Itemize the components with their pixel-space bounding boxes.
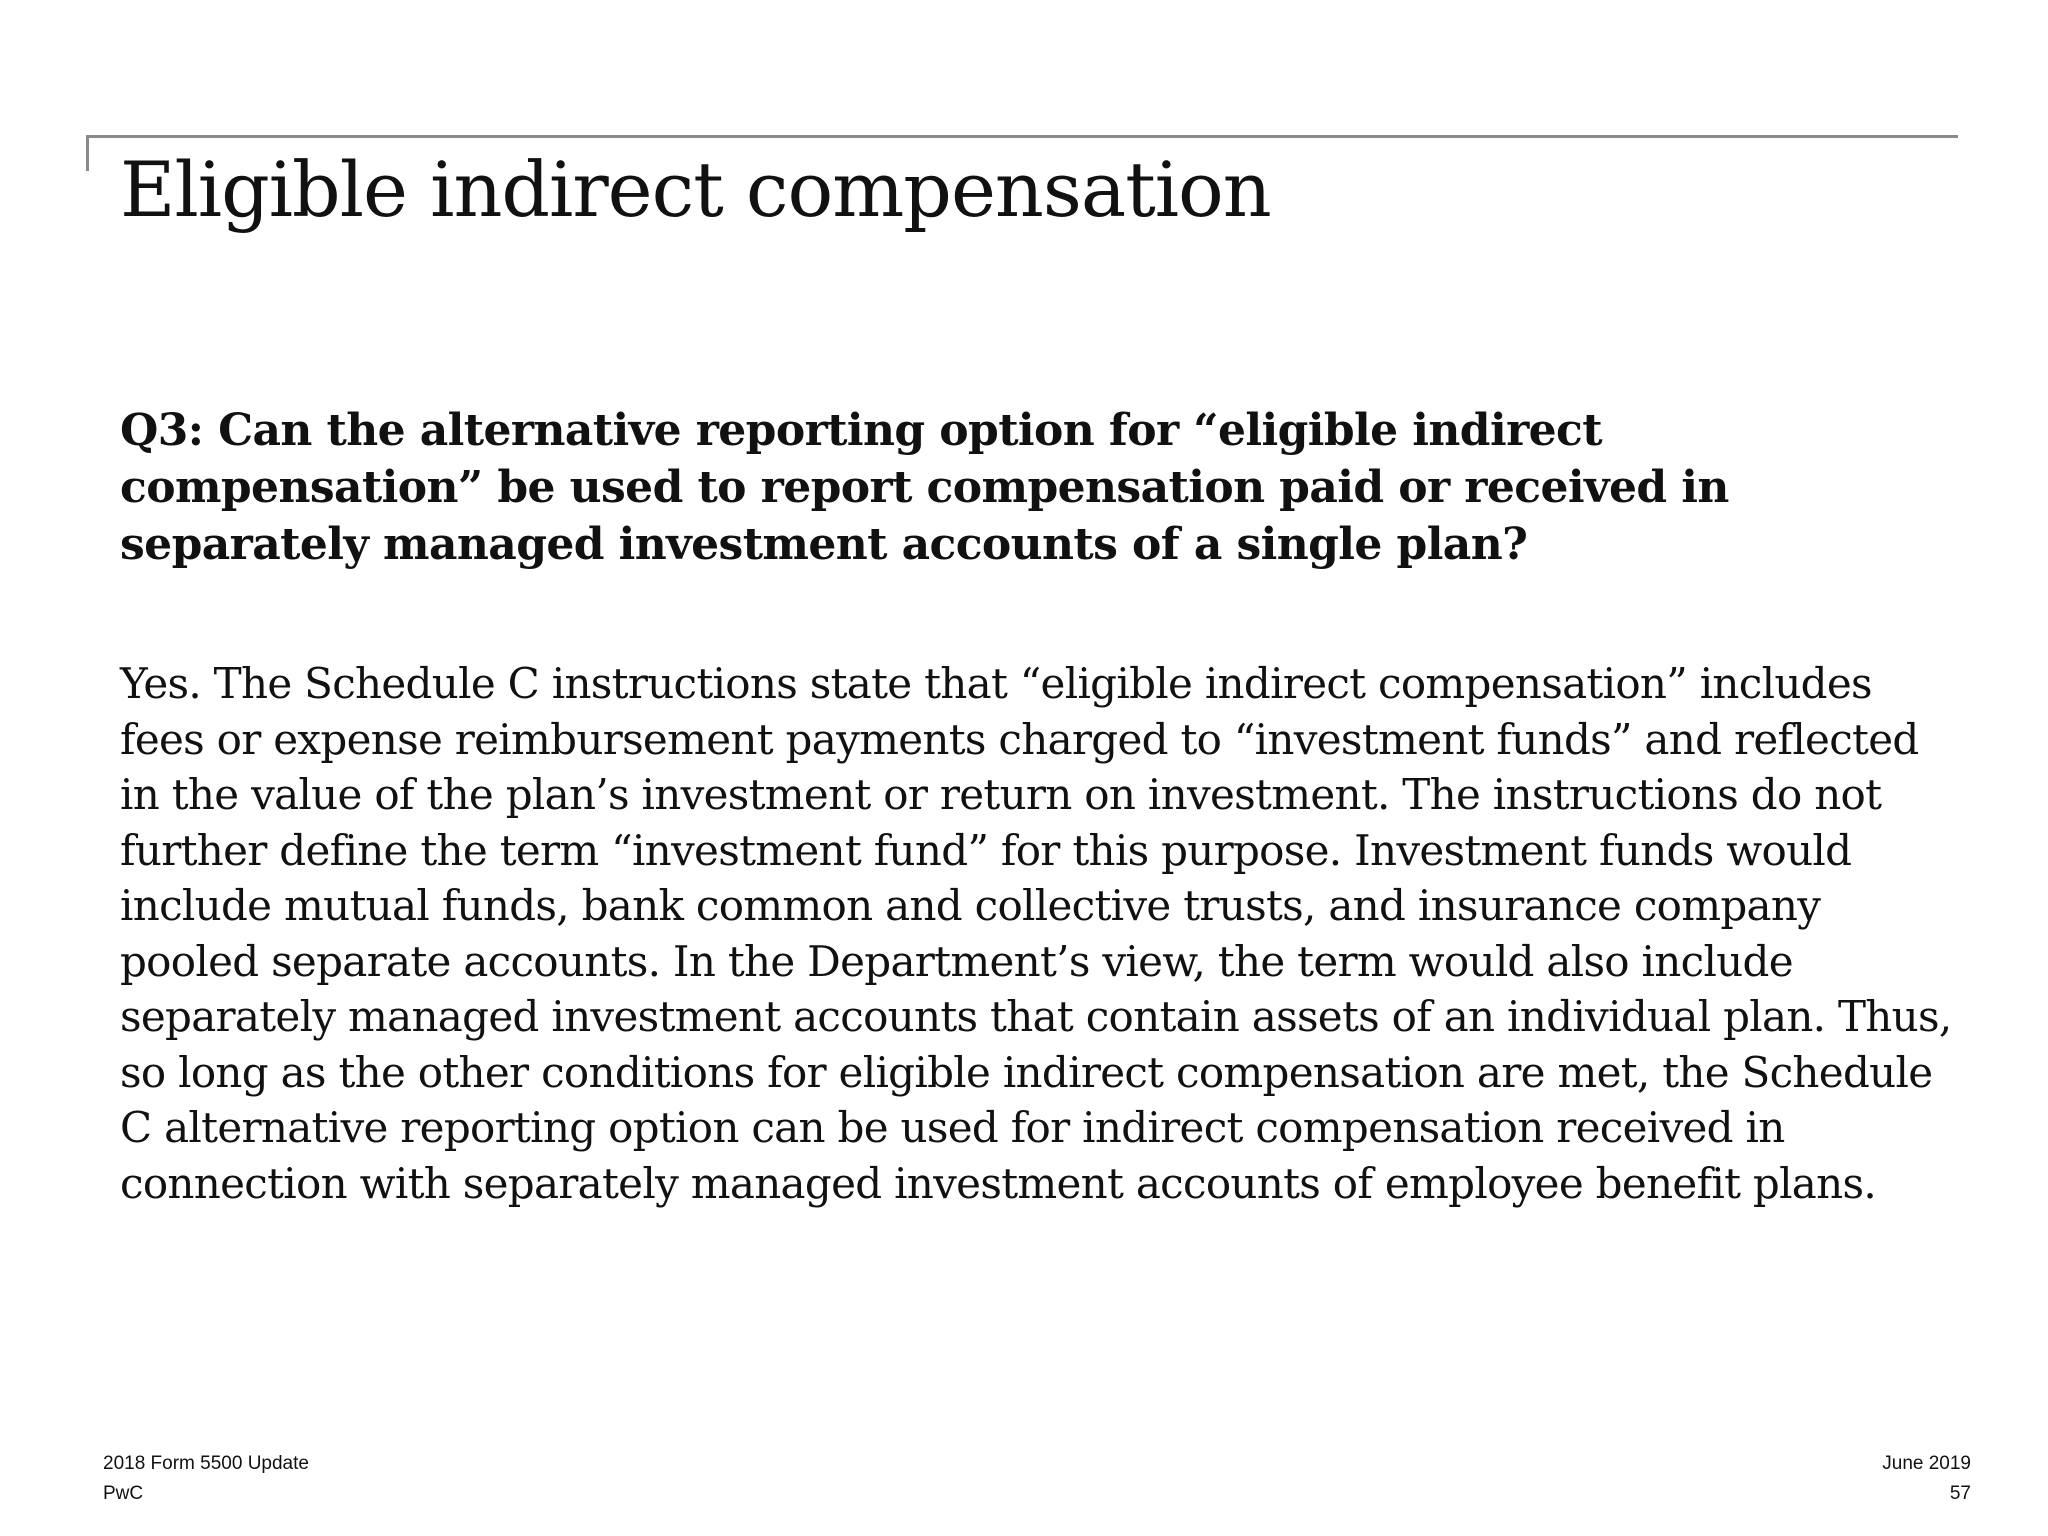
title-rule-tick (86, 135, 89, 171)
footer-page-number: 57 (1949, 1483, 1971, 1504)
slide-title: Eligible indirect compensation (120, 145, 1271, 234)
question-text: Q3: Can the alternative reporting option for “eligible indirect compensation” be used to report compensation paid or received in separately managed investment accounts of a single plan? (120, 405, 1729, 570)
answer-text: Yes. The Schedule C instructions state that “eligible indirect compensation” includes fees or expense reimbursement payments charged to “investment funds” and reflected in the value of the plan’s investment or return on investment. The instructions do not further define the term “investment fund” for this purpose. Investment funds would include mutual funds, bank common and collective trusts, and insurance company pooled separate accounts. In the Department’s view, the term would also include separately managed investment accounts that contain assets of an individual plan. Thus, so long as the other conditions for eligible indirect compensation are met, the Schedule C alternative reporting option can be used for indirect compensation received in connection with separately managed investment accounts of employee benefit plans. (120, 659, 1952, 1208)
footer-date: June 2019 (1882, 1453, 1971, 1474)
title-rule (86, 135, 1958, 138)
footer-company: PwC (103, 1483, 144, 1504)
footer-document-name: 2018 Form 5500 Update (103, 1453, 309, 1474)
